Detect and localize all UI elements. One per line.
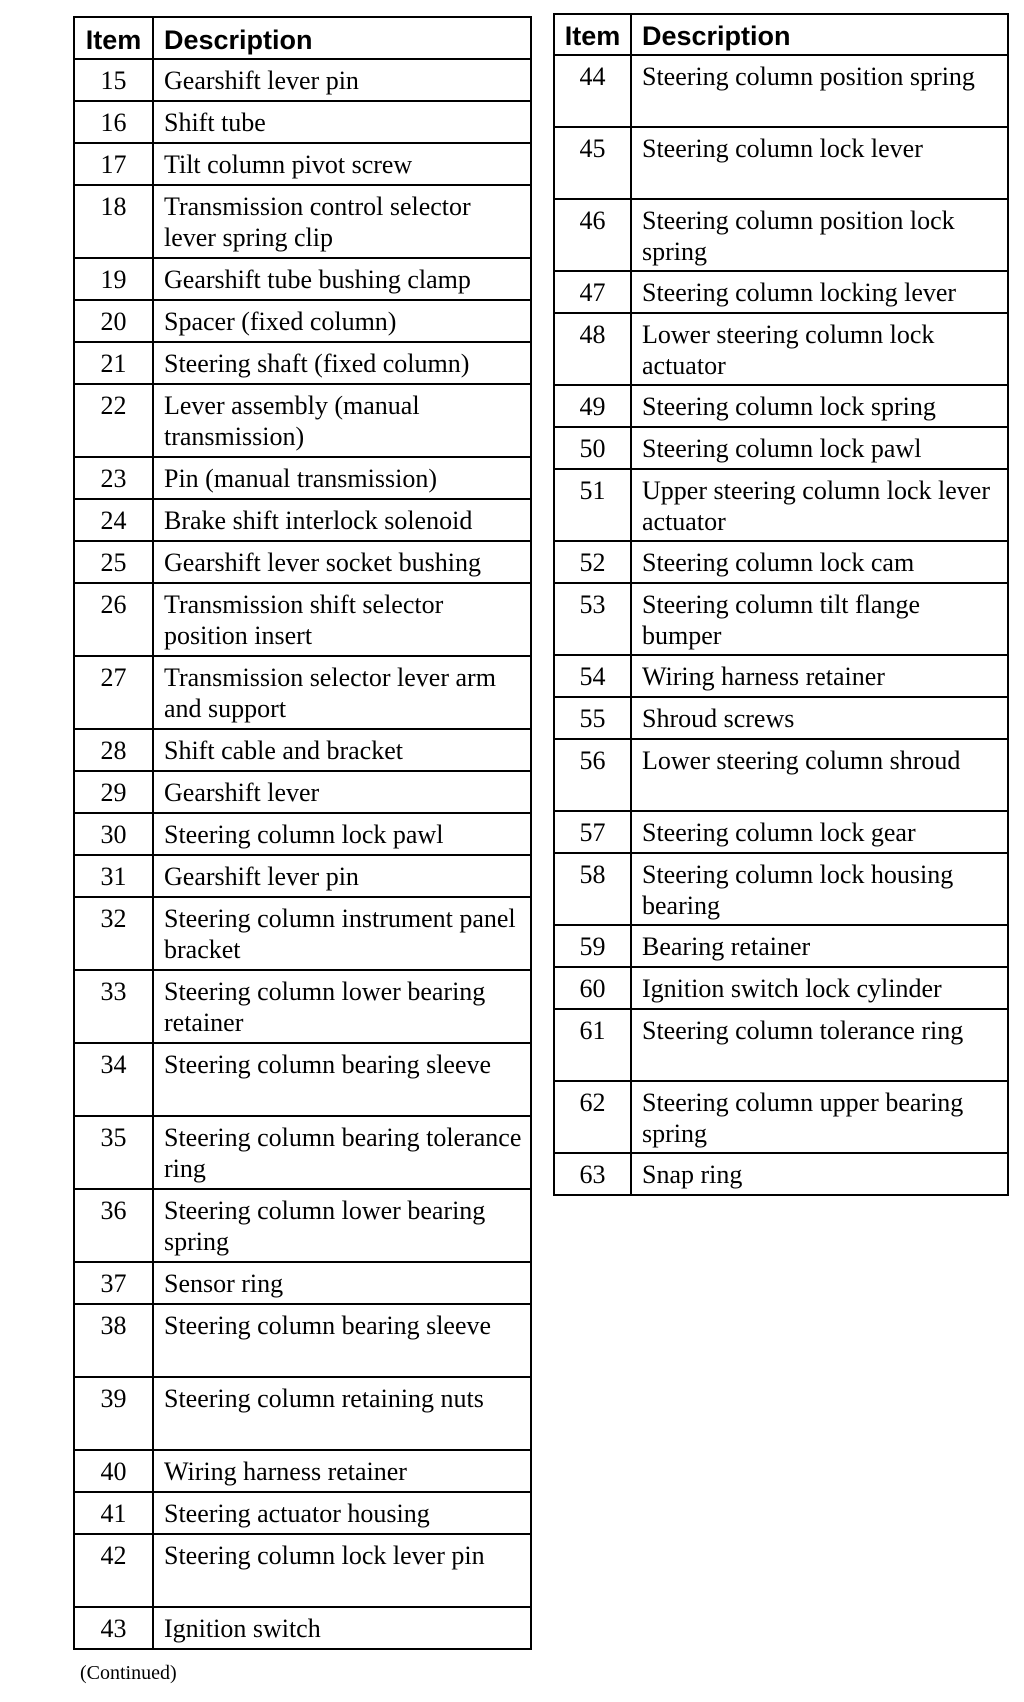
table-row xyxy=(554,541,1008,583)
item-number: 55 xyxy=(554,697,631,739)
table-header-row xyxy=(554,14,1008,55)
item-description: Tilt column pivot screw xyxy=(153,143,531,185)
table-row xyxy=(554,385,1008,427)
table-row xyxy=(74,1377,531,1450)
item-description: Spacer (fixed column) xyxy=(153,300,531,342)
item-description: Steering column tilt flange bumper xyxy=(631,583,1008,655)
item-number: 20 xyxy=(74,300,153,342)
item-number: 24 xyxy=(74,499,153,541)
description-column-header: Description xyxy=(153,17,531,59)
item-number: 60 xyxy=(554,967,631,1009)
table-row xyxy=(74,541,531,583)
item-number: 28 xyxy=(74,729,153,771)
item-number: 27 xyxy=(74,656,153,729)
item-description: Steering column lower bearing spring xyxy=(153,1189,531,1262)
table-row xyxy=(74,1492,531,1534)
item-number: 33 xyxy=(74,970,153,1043)
table-row xyxy=(554,469,1008,541)
table-row xyxy=(74,143,531,185)
item-number: 23 xyxy=(74,457,153,499)
item-number: 61 xyxy=(554,1009,631,1081)
table-row xyxy=(554,655,1008,697)
description-column-header: Description xyxy=(631,14,1008,55)
table-row xyxy=(554,1153,1008,1195)
item-number: 34 xyxy=(74,1043,153,1116)
item-number: 35 xyxy=(74,1116,153,1189)
item-number: 42 xyxy=(74,1534,153,1607)
item-description: Sensor ring xyxy=(153,1262,531,1304)
item-description: Wiring harness retainer xyxy=(631,655,1008,697)
item-description: Steering column bearing sleeve xyxy=(153,1043,531,1116)
item-description: Ignition switch xyxy=(153,1607,531,1649)
table-row xyxy=(74,185,531,258)
table-row xyxy=(554,967,1008,1009)
table-row xyxy=(554,583,1008,655)
item-description: Wiring harness retainer xyxy=(153,1450,531,1492)
item-description: Transmission selector lever arm and support xyxy=(153,656,531,729)
item-description: Steering column lock pawl xyxy=(153,813,531,855)
table-row xyxy=(554,271,1008,313)
item-number: 63 xyxy=(554,1153,631,1195)
item-description: Steering column tolerance ring xyxy=(631,1009,1008,1081)
table-header-row xyxy=(74,17,531,59)
table-row xyxy=(554,925,1008,967)
item-number: 54 xyxy=(554,655,631,697)
table-row xyxy=(74,656,531,729)
item-number: 37 xyxy=(74,1262,153,1304)
item-description: Steering column lower bearing retainer xyxy=(153,970,531,1043)
table-row xyxy=(74,342,531,384)
item-number: 40 xyxy=(74,1450,153,1492)
parts-table-left xyxy=(73,16,532,1650)
table-row xyxy=(554,1009,1008,1081)
item-number: 41 xyxy=(74,1492,153,1534)
item-number: 62 xyxy=(554,1081,631,1153)
item-number: 46 xyxy=(554,199,631,271)
table-row xyxy=(554,853,1008,925)
item-description: Transmission control selector lever spring clip xyxy=(153,185,531,258)
item-description: Pin (manual transmission) xyxy=(153,457,531,499)
table-row xyxy=(74,300,531,342)
item-number: 44 xyxy=(554,55,631,127)
item-number: 38 xyxy=(74,1304,153,1377)
table-row xyxy=(74,1043,531,1116)
item-number: 36 xyxy=(74,1189,153,1262)
item-number: 26 xyxy=(74,583,153,656)
item-description: Steering column retaining nuts xyxy=(153,1377,531,1450)
item-description: Gearshift lever pin xyxy=(153,59,531,101)
item-number: 58 xyxy=(554,853,631,925)
table-row xyxy=(554,199,1008,271)
item-description: Ignition switch lock cylinder xyxy=(631,967,1008,1009)
item-description: Gearshift lever xyxy=(153,771,531,813)
table-row xyxy=(74,729,531,771)
item-description: Steering column instrument panel bracket xyxy=(153,897,531,970)
item-description: Steering column bearing sleeve xyxy=(153,1304,531,1377)
table-row xyxy=(74,101,531,143)
table-row xyxy=(554,811,1008,853)
table-row xyxy=(554,55,1008,127)
item-description: Steering column lock spring xyxy=(631,385,1008,427)
item-number: 43 xyxy=(74,1607,153,1649)
table-row xyxy=(554,127,1008,199)
table-row xyxy=(554,697,1008,739)
table-row xyxy=(74,1189,531,1262)
table-row xyxy=(74,813,531,855)
item-description: Steering shaft (fixed column) xyxy=(153,342,531,384)
item-description: Snap ring xyxy=(631,1153,1008,1195)
table-row xyxy=(554,739,1008,811)
item-column-header: Item xyxy=(554,14,631,55)
item-description: Lower steering column lock actuator xyxy=(631,313,1008,385)
item-number: 21 xyxy=(74,342,153,384)
item-description: Shift tube xyxy=(153,101,531,143)
item-number: 15 xyxy=(74,59,153,101)
table-row xyxy=(74,59,531,101)
item-number: 19 xyxy=(74,258,153,300)
table-row xyxy=(74,970,531,1043)
item-description: Gearshift lever socket bushing xyxy=(153,541,531,583)
item-number: 17 xyxy=(74,143,153,185)
table-row xyxy=(74,258,531,300)
table-row xyxy=(74,1607,531,1649)
item-number: 53 xyxy=(554,583,631,655)
item-description: Bearing retainer xyxy=(631,925,1008,967)
item-description: Steering column lock cam xyxy=(631,541,1008,583)
item-description: Steering column locking lever xyxy=(631,271,1008,313)
continued-note: (Continued) xyxy=(80,1662,177,1684)
item-description: Brake shift interlock solenoid xyxy=(153,499,531,541)
item-description: Lower steering column shroud xyxy=(631,739,1008,811)
table-row xyxy=(74,1450,531,1492)
item-description: Steering column position spring xyxy=(631,55,1008,127)
item-description: Shift cable and bracket xyxy=(153,729,531,771)
item-number: 32 xyxy=(74,897,153,970)
item-description: Lever assembly (manual transmission) xyxy=(153,384,531,457)
item-description: Steering actuator housing xyxy=(153,1492,531,1534)
item-description: Transmission shift selector position insert xyxy=(153,583,531,656)
table-row xyxy=(554,427,1008,469)
item-number: 29 xyxy=(74,771,153,813)
item-number: 49 xyxy=(554,385,631,427)
item-description: Steering column lock housing bearing xyxy=(631,853,1008,925)
item-number: 52 xyxy=(554,541,631,583)
item-number: 31 xyxy=(74,855,153,897)
table-row xyxy=(74,855,531,897)
item-number: 47 xyxy=(554,271,631,313)
item-number: 59 xyxy=(554,925,631,967)
item-number: 25 xyxy=(74,541,153,583)
table-row xyxy=(554,1081,1008,1153)
item-description: Steering column lock pawl xyxy=(631,427,1008,469)
table-row xyxy=(554,313,1008,385)
table-row xyxy=(74,583,531,656)
item-description: Gearshift tube bushing clamp xyxy=(153,258,531,300)
item-description: Steering column position lock spring xyxy=(631,199,1008,271)
table-row xyxy=(74,1262,531,1304)
parts-table-right xyxy=(553,13,1009,1196)
item-description: Steering column upper bearing spring xyxy=(631,1081,1008,1153)
item-number: 18 xyxy=(74,185,153,258)
item-description: Steering column lock gear xyxy=(631,811,1008,853)
item-description: Steering column lock lever pin xyxy=(153,1534,531,1607)
item-number: 39 xyxy=(74,1377,153,1450)
item-number: 57 xyxy=(554,811,631,853)
item-number: 45 xyxy=(554,127,631,199)
table-row xyxy=(74,499,531,541)
table-row xyxy=(74,1534,531,1607)
table-row xyxy=(74,457,531,499)
table-row xyxy=(74,1304,531,1377)
item-number: 30 xyxy=(74,813,153,855)
item-number: 48 xyxy=(554,313,631,385)
item-number: 51 xyxy=(554,469,631,541)
item-number: 22 xyxy=(74,384,153,457)
table-row xyxy=(74,897,531,970)
item-number: 16 xyxy=(74,101,153,143)
item-number: 56 xyxy=(554,739,631,811)
item-description: Steering column bearing tolerance ring xyxy=(153,1116,531,1189)
table-row xyxy=(74,384,531,457)
table-row xyxy=(74,771,531,813)
item-description: Steering column lock lever xyxy=(631,127,1008,199)
item-number: 50 xyxy=(554,427,631,469)
item-column-header: Item xyxy=(74,17,153,59)
item-description: Upper steering column lock lever actuator xyxy=(631,469,1008,541)
item-description: Gearshift lever pin xyxy=(153,855,531,897)
table-row xyxy=(74,1116,531,1189)
item-description: Shroud screws xyxy=(631,697,1008,739)
